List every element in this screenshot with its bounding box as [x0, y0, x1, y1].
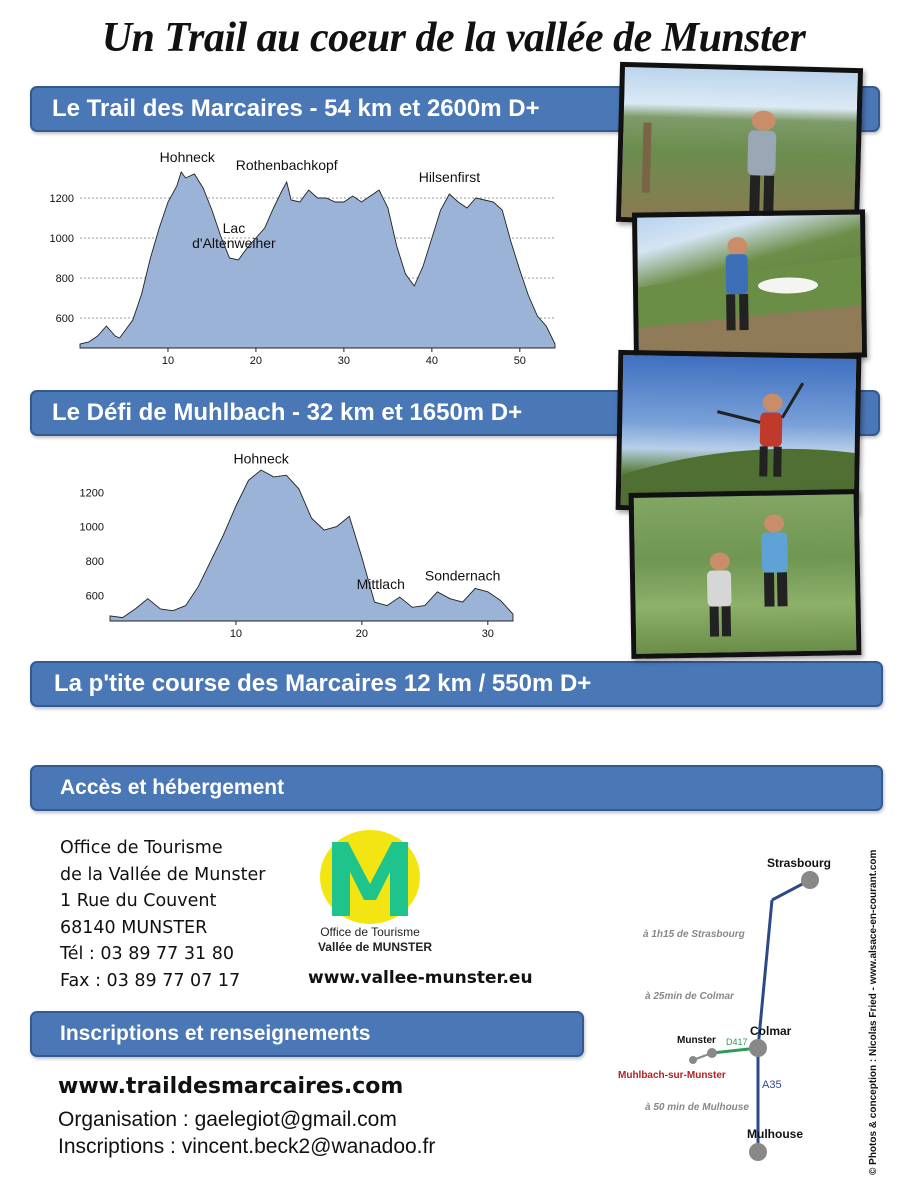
- contact-line: Office de Tourisme: [60, 838, 223, 858]
- section-title: Le Trail des Marcaires - 54 km et 2600m D+: [52, 95, 540, 122]
- peak-label: Rothenbachkopf: [235, 157, 338, 173]
- elevation-area: [80, 172, 555, 348]
- elevation-profile-trail: [40, 150, 565, 372]
- map-distance-note: à 50 min de Mulhouse: [645, 1102, 749, 1113]
- peak-label: Lac d'Altenweiher: [192, 220, 276, 251]
- y-tick-label: 1200: [79, 487, 104, 500]
- logo-caption: Office de Tourisme: [320, 925, 420, 939]
- access-map: [610, 845, 860, 1170]
- tourism-office-logo: [318, 828, 422, 926]
- section-banner-inscriptions: [30, 1011, 584, 1057]
- x-tick-label: 10: [161, 355, 175, 367]
- elevation-area: [110, 470, 513, 621]
- page-title: Un Trail au coeur de la vallée de Munster: [101, 15, 806, 61]
- organisation-email[interactable]: Organisation : gaelegiot@gmail.com: [58, 1108, 397, 1131]
- photo-runner-2: [632, 209, 867, 360]
- elevation-profile-defi: [70, 450, 530, 645]
- colmar-marker: [749, 1039, 767, 1057]
- runner-photo-illustration: [621, 67, 863, 228]
- x-tick-label: 30: [337, 355, 351, 367]
- y-tick-label: 600: [85, 590, 104, 603]
- y-tick-label: 1000: [49, 233, 74, 245]
- logo-caption: Vallée de MUNSTER: [317, 940, 433, 954]
- section-title: Le Défi de Muhlbach - 32 km et 1650m D+: [52, 399, 523, 426]
- peak-label: Hohneck: [233, 450, 289, 467]
- x-tick-label: 40: [425, 355, 438, 367]
- peak-label: Sondernach: [424, 567, 501, 584]
- map-city-label: Munster: [677, 1035, 716, 1046]
- contact-line: 68140 MUNSTER: [60, 917, 208, 938]
- x-tick-label: 50: [513, 355, 526, 367]
- photo-credit: © Photos & conception : Nicolas Fried - www.alsace-en-courant.com: [868, 849, 879, 1175]
- runner-photo-illustration: [637, 214, 867, 360]
- x-tick-label: 20: [249, 355, 263, 367]
- y-tick-label: 800: [85, 555, 104, 568]
- photo-runner-1: [616, 62, 863, 228]
- map-city-label: Strasbourg: [767, 856, 832, 870]
- mulhouse-marker: [749, 1143, 767, 1161]
- section-title: Inscriptions et renseignements: [60, 1022, 371, 1045]
- x-tick-label: 10: [229, 628, 243, 640]
- registration-contacts: [58, 1106, 435, 1160]
- y-tick-label: 600: [55, 313, 74, 325]
- contact-line: Tél : 03 89 77 31 80: [60, 944, 234, 964]
- contact-line: 1 Rue du Couvent: [60, 891, 217, 911]
- inscriptions-email[interactable]: Inscriptions : vincent.beck2@wanadoo.fr: [58, 1135, 436, 1158]
- map-road-label: A35: [762, 1079, 782, 1091]
- map-distance-note: à 1h15 de Strasbourg: [643, 929, 745, 940]
- trail-website-link[interactable]: www.traildesmarcaires.com: [58, 1074, 404, 1099]
- tourism-website-link[interactable]: www.vallee-munster.eu: [308, 968, 533, 988]
- map-distance-note: à 25min de Colmar: [645, 991, 734, 1002]
- photo-runners-4: [629, 489, 862, 659]
- x-tick-label: 30: [481, 628, 494, 640]
- section-title: La p'tite course des Marcaires 12 km / 550m D+: [54, 670, 592, 697]
- contact-line: de la Vallée de Munster: [60, 864, 266, 885]
- peak-label: Hohneck: [159, 150, 215, 165]
- runner-photo-illustration: [634, 494, 862, 659]
- y-tick-label: 1200: [49, 193, 74, 205]
- contact-line: Fax : 03 89 77 07 17: [60, 970, 241, 991]
- map-destination-label: Muhlbach-sur-Munster: [618, 1070, 726, 1081]
- peak-label: Hilsenfirst: [418, 169, 481, 185]
- section-banner-ptite-course: [30, 661, 883, 707]
- muhlbach-marker: [689, 1056, 697, 1064]
- x-tick-label: 20: [355, 628, 368, 640]
- map-road-label: D417: [726, 1037, 748, 1047]
- y-tick-label: 800: [55, 273, 74, 285]
- section-banner-acces: [30, 765, 883, 811]
- strasbourg-marker: [801, 871, 819, 889]
- peak-label: Mittlach: [356, 575, 405, 592]
- map-city-label: Mulhouse: [747, 1127, 803, 1141]
- munster-marker: [707, 1048, 717, 1058]
- contact-block: [60, 835, 265, 994]
- section-title: Accès et hébergement: [60, 776, 285, 799]
- y-tick-label: 1000: [79, 521, 104, 534]
- map-city-label: Colmar: [750, 1024, 792, 1038]
